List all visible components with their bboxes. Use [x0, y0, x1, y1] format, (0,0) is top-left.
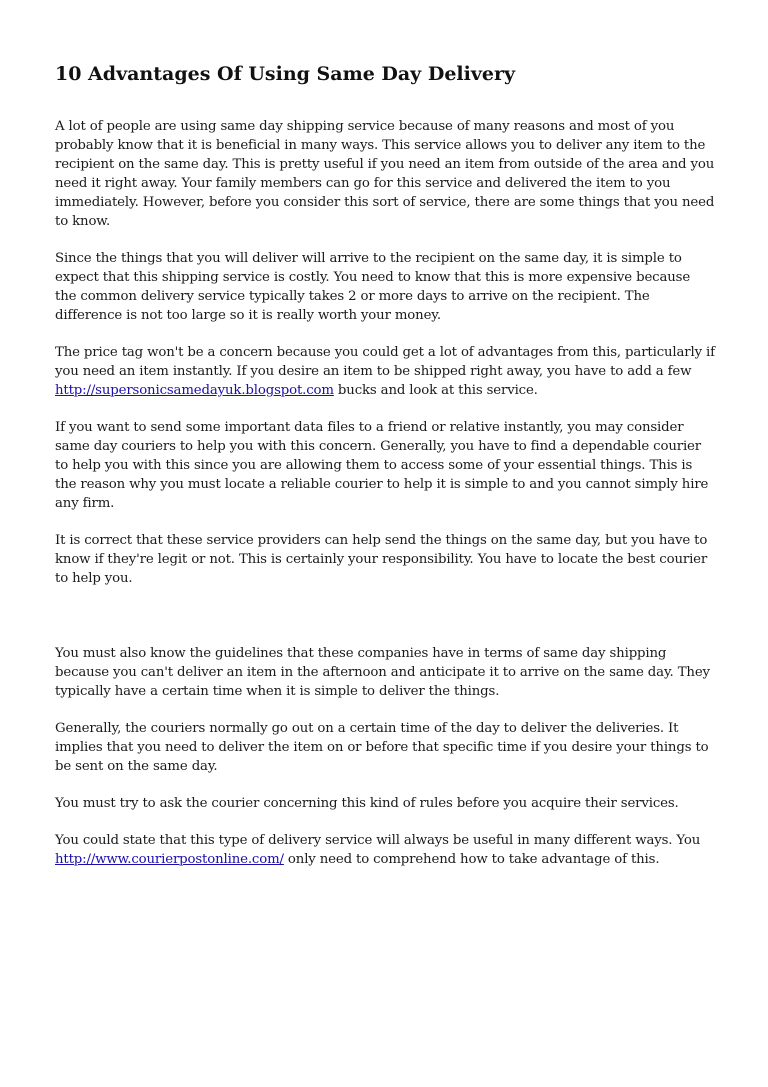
courierpostonline-link[interactable]: http://www.courierpostonline.com/ — [55, 852, 284, 867]
page-title: 10 Advantages Of Using Same Day Delivery — [55, 63, 516, 85]
paragraph-4: If you want to send some important data files to a friend or relative instantly, you may consider same day couriers to help you with this concern. Generally, you have to find a dependable courier to help you with this since you are allowing them to access some of your essential things. This is the reason why you must locate a reliable courier to help it is simple to and you cannot simply hire any firm. — [55, 420, 709, 511]
paragraph-5: It is correct that these service providers can help send the things on the same day, but you have to know if they're legit or not. This is certainly your responsibility. You have to locate the best courier to help you. — [55, 533, 708, 586]
paragraph-9 — [55, 831, 715, 869]
paragraph-2: Since the things that you will deliver will arrive to the recipient on the same day, it is simple to expect that this shipping service is costly. You need to know that this is more expensive because the common delivery service typically takes 2 or more days to arrive on the recipient. The difference is not too large so it is really worth your money. — [55, 251, 691, 323]
paragraph-9-text-before: You could state that this type of delivery service will always be useful in many different ways. You — [55, 833, 701, 848]
paragraph-8: You must try to ask the courier concerning this kind of rules before you acquire their services. — [55, 796, 679, 811]
paragraph-7: Generally, the couriers normally go out on a certain time of the day to deliver the deliveries. It implies that you need to deliver the item on or before that specific time if you desire your things to be sent on the same day. — [55, 721, 709, 774]
paragraph-1: A lot of people are using same day shipping service because of many reasons and most of you probably know that it is beneficial in many ways. This service allows you to deliver any item to the recipient on the same day. This is pretty useful if you need an item from outside of the area and you need it right away. Your family members can go for this service and delivered the item to you immediately. However, before you consider this sort of service, there are some things that you need to know. — [55, 119, 715, 229]
paragraph-3 — [55, 343, 715, 400]
blank-space — [55, 606, 715, 644]
paragraph-6: You must also know the guidelines that these companies have in terms of same day shipping because you can't deliver an item in the afternoon and anticipate it to arrive on the same day. They typically have a certain time when it is simple to deliver the things. — [55, 646, 710, 699]
supersonic-link[interactable]: http://supersonicsamedayuk.blogspot.com — [55, 383, 334, 398]
document-page — [55, 60, 715, 887]
paragraph-3-text-before: The price tag won't be a concern because you could get a lot of advantages from this, particularly if you need an item instantly. If you desire an item to be shipped right away, you have to add a few — [55, 345, 715, 379]
paragraph-3-text-after: bucks and look at this service. — [333, 383, 538, 398]
paragraph-9-text-after: only need to comprehend how to take advantage of this. — [283, 852, 660, 867]
